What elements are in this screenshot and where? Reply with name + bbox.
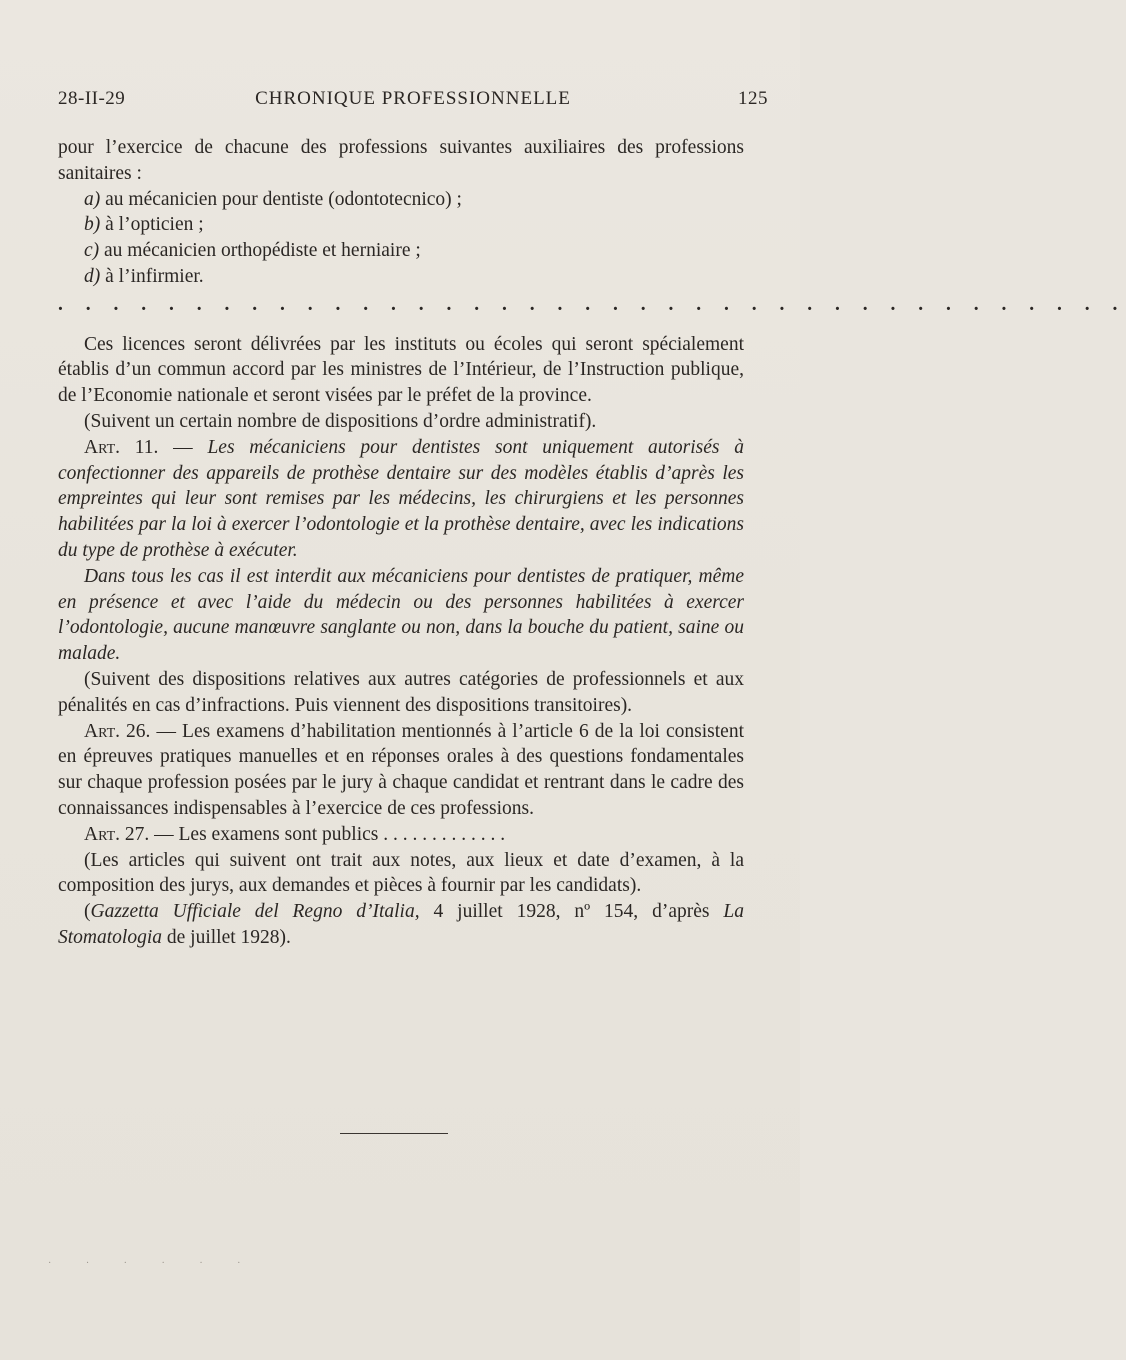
issue-date: 28-II-29 xyxy=(58,88,126,109)
page-number: 125 xyxy=(738,88,768,109)
intro-paragraph: pour l’exercice de chacune des professions suivantes auxiliaires des professions sanitaires : xyxy=(58,137,744,184)
citation-end: de juillet 1928). xyxy=(162,926,291,948)
article-11-text: Les mécaniciens pour dentistes sont uniquement autorisés à confectionner des appareils de prothèse dentaire sur des modèles établis d’après les empreintes qui leur sont remises par les médecins, les chirurgiens et les personnes habilitées par la loi à exercer l’odontologie et la prothèse dentaire, avec les indications du type de prothèse à exécuter. xyxy=(58,436,744,561)
list-text: au mécanicien orthopédiste et herniaire ; xyxy=(99,240,421,262)
list-item-c xyxy=(58,238,744,264)
following-articles-note: (Les articles qui suivent ont trait aux notes, aux lieux et date d’examen, à la composition des jurys, aux demandes et pièces à fournir par les candidats). xyxy=(58,849,744,897)
list-label: b) xyxy=(84,214,101,236)
ellipsis-line: . . . . . . . . . . . . . . . . . . . . . . . . . . . . . . . . . . . . . . . xyxy=(58,293,1126,315)
forbidden-paragraph: Dans tous les cas il est interdit aux mécaniciens pour dentistes de pratiquer, même en présence et avec l’aide du médecin ou des personnes habilitées à exercer l’odontologie, aucune manœuvre sanglante ou non, dans la bouche du patient, saine ou malade. xyxy=(58,565,744,665)
article-11 xyxy=(58,435,744,564)
list-item-b xyxy=(58,212,744,238)
citation-middle: 4 juillet 1928, nº 154, d’après xyxy=(419,901,724,923)
article-27 xyxy=(58,822,744,848)
paper-specks: · · · · · · xyxy=(48,1258,257,1269)
article-26 xyxy=(58,719,744,822)
list-label: d) xyxy=(84,265,101,287)
source-citation xyxy=(58,899,744,951)
article-26-text: — Les examens d’habilitation mentionnés à l’article 6 de la loi consistent en épreuves pratiques manuelles et en réponses orales à des questions fondamentales sur chaque profession posées par le jury à chaque candidat et rentrant dans le cadre des connaissances indispensables à l’exercice de ces professions. xyxy=(58,720,744,819)
citation-open: ( xyxy=(84,901,91,923)
section-end-rule xyxy=(340,1133,448,1134)
list-item-d xyxy=(58,264,744,290)
article-27-text: — Les examens sont publics . . . . . . . . . . . . . xyxy=(149,823,506,845)
other-categories-note: (Suivent des dispositions relatives aux autres catégories de professionnels et aux pénalités en cas d’infractions. Puis viennent des dispositions transitoires). xyxy=(58,668,744,716)
licences-paragraph: Ces licences seront délivrées par les instituts ou écoles qui seront spécialement établis d’un commun accord par les ministres de l’Intérieur, de l’Instruction publique, de l’Economie nationale et seront visées par le préfet de la province. xyxy=(58,333,744,407)
article-body xyxy=(58,135,1126,951)
list-label: a) xyxy=(84,188,101,210)
article-label: Art. 27. xyxy=(84,823,150,845)
list-label: c) xyxy=(84,240,100,262)
list-text: à l’opticien ; xyxy=(100,214,204,236)
list-text: à l’infirmier. xyxy=(100,265,204,287)
article-dash: — xyxy=(158,436,208,458)
list-text: au mécanicien pour dentiste (odontotecnico) ; xyxy=(100,188,462,210)
article-label: Art. 26. xyxy=(84,720,151,742)
admin-note: (Suivent un certain nombre de dispositions d’ordre administratif). xyxy=(84,410,597,432)
source-journal: La Stomatologia xyxy=(58,901,744,948)
list-item-a xyxy=(58,187,744,213)
running-title: CHRONIQUE PROFESSIONNELLE xyxy=(255,88,571,109)
article-label: Art. 11. xyxy=(84,436,159,458)
page-header xyxy=(58,88,768,118)
source-title: Gazzetta Ufficiale del Regno d’Italia, xyxy=(90,901,420,923)
